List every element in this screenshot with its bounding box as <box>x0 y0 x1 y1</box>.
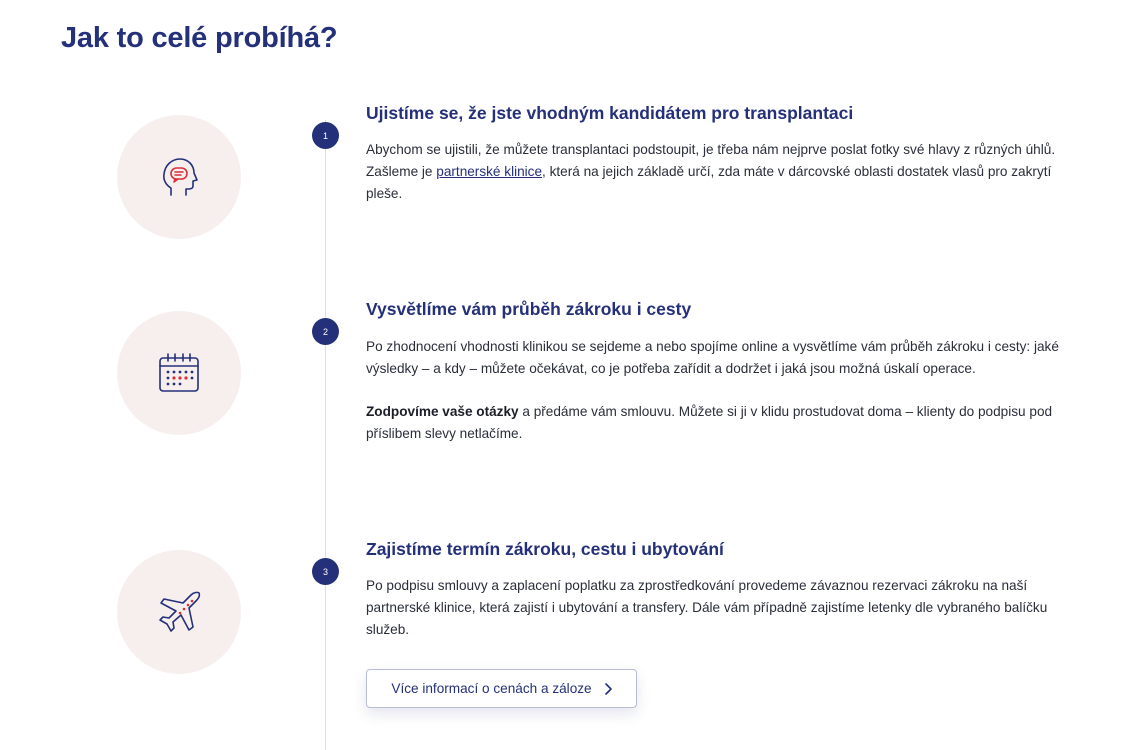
step-1-number-badge: 1 <box>312 122 339 149</box>
partner-clinic-link[interactable]: partnerské klinice <box>436 164 543 179</box>
step-2-icon-circle <box>117 311 241 435</box>
step-1-text-after-link: , která na jejich základě určí, zda máte v dárcovské oblasti dostatek vlasů pro zakrytí pleše. <box>366 164 1052 201</box>
calendar-icon <box>157 352 201 394</box>
step-2-title: Vysvětlíme vám průběh zákroku i cesty <box>366 299 692 319</box>
step-2-description <box>366 336 1071 445</box>
step-3-number-badge: 3 <box>312 558 339 585</box>
page-title: Jak to celé probíhá? <box>61 22 338 54</box>
pricing-info-button[interactable] <box>366 669 637 708</box>
step-1-description <box>366 139 1071 205</box>
step-2-bold-text: Zodpovíme vaše otázky <box>366 404 519 419</box>
step-3-description <box>366 575 1071 641</box>
step-1-icon-circle <box>117 115 241 239</box>
step-3-title: Zajistíme termín zákroku, cestu i ubytování <box>366 539 724 559</box>
timeline-line <box>325 120 326 750</box>
step-2-paragraph-2 <box>366 401 1071 445</box>
step-1-title: Ujistíme se, že jste vhodným kandidátem pro transplantaci <box>366 103 854 123</box>
head-chat-icon <box>159 155 199 199</box>
step-2-paragraph-1: Po zhodnocení vhodnosti klinikou se sejdeme a nebo spojíme online a vysvětlíme vám průběh zákroku i cesty: jaké výsledky – a kdy – můžete očekávat, co je potřeba zařídit a dodržet i jaká jsou možná úskalí operace. <box>366 339 1059 376</box>
chevron-right-icon <box>604 683 612 695</box>
step-1-text-before-link: Abychom se ujistili, že můžete transplantaci podstoupit, je třeba nám nejprve poslat fotky své hlavy z různých úhlů. Zašleme je <box>366 142 1056 179</box>
pricing-info-button-label: Více informací o cenách a záloze <box>391 681 592 696</box>
step-2-number-badge: 2 <box>312 318 339 345</box>
step-3-paragraph: Po podpisu smlouvy a zaplacení poplatku za zprostředkování provedeme závaznou rezervaci zákroku na naší partnerské klinice, která zajistí i ubytování a transfery. Dále vám případně zajistíme letenky dle vybraného balíčku služeb. <box>366 578 1048 637</box>
step-2-paragraph-2-rest: a předáme vám smlouvu. Můžete si ji v klidu prostudovat doma – klienty do podpisu pod příslibem slevy netlačíme. <box>366 404 1053 441</box>
step-3-icon-circle <box>117 550 241 674</box>
airplane-icon <box>156 589 202 635</box>
